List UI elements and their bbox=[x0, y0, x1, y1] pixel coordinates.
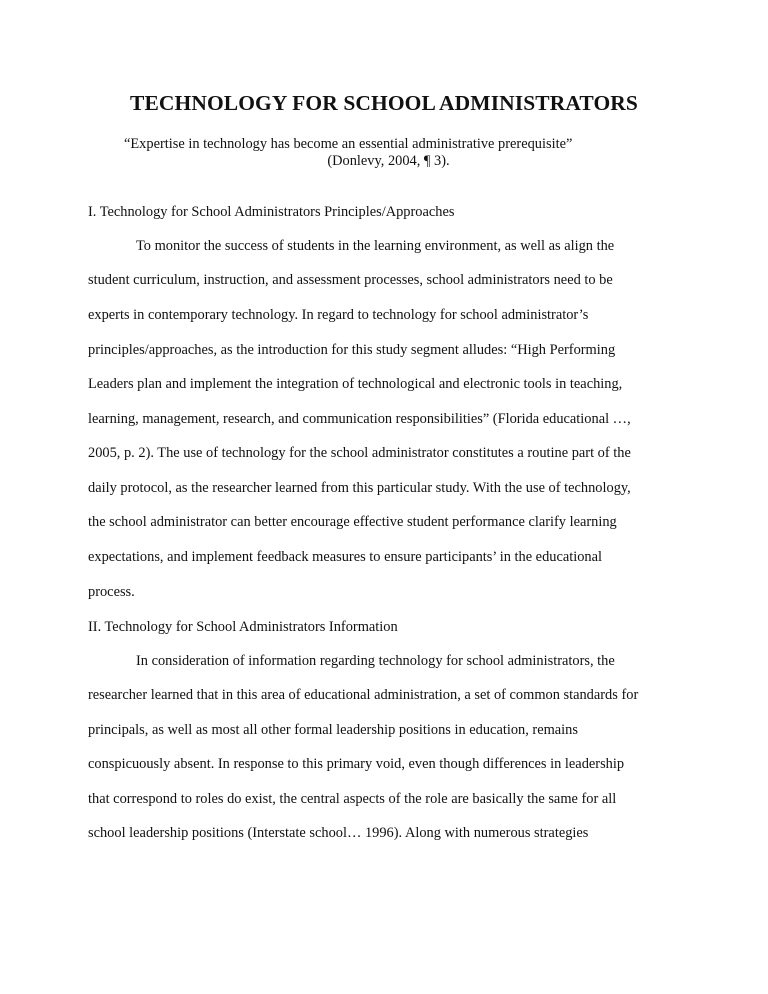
paragraph-line: experts in contemporary technology. In regard to technology for school administrator’s bbox=[88, 307, 589, 323]
paragraph-line: researcher learned that in this area of educational administration, a set of common standards for bbox=[88, 687, 639, 703]
paragraph-line: that correspond to roles do exist, the central aspects of the role are basically the same for all bbox=[88, 791, 617, 807]
paragraph-line: principles/approaches, as the introduction for this study segment alludes: “High Performing bbox=[88, 342, 616, 358]
paragraph-line: Leaders plan and implement the integration of technological and electronic tools in teaching, bbox=[88, 376, 623, 392]
epigraph-citation: (Donlevy, 2004, ¶ 3). bbox=[327, 153, 450, 169]
document-title: TECHNOLOGY FOR SCHOOL ADMINISTRATORS bbox=[130, 91, 638, 115]
paragraph-line: In consideration of information regarding technology for school administrators, the bbox=[136, 653, 615, 669]
paragraph-line: the school administrator can better encourage effective student performance clarify learning bbox=[88, 514, 617, 530]
paragraph-line: 2005, p. 2). The use of technology for the school administrator constitutes a routine part of the bbox=[88, 445, 631, 461]
section-heading-2: II. Technology for School Administrators Information bbox=[88, 619, 398, 635]
epigraph-quote: “Expertise in technology has become an essential administrative prerequisite” bbox=[124, 136, 573, 152]
section-heading-1: I. Technology for School Administrators Principles/Approaches bbox=[88, 204, 455, 220]
paragraph-line: conspicuously absent. In response to this primary void, even though differences in leadership bbox=[88, 756, 625, 772]
paragraph-line: daily protocol, as the researcher learned from this particular study. With the use of technology, bbox=[88, 480, 631, 496]
paragraph-line: To monitor the success of students in the learning environment, as well as align the bbox=[136, 238, 615, 254]
paragraph-line: school leadership positions (Interstate school… 1996). Along with numerous strategies bbox=[88, 825, 589, 841]
paragraph-line: principals, as well as most all other formal leadership positions in education, remains bbox=[88, 722, 578, 738]
paragraph-line: process. bbox=[88, 584, 135, 600]
paragraph-line: learning, management, research, and communication responsibilities” (Florida educational …, bbox=[88, 411, 631, 427]
paragraph-line: student curriculum, instruction, and assessment processes, school administrators need to be bbox=[88, 272, 613, 288]
paragraph-line: expectations, and implement feedback measures to ensure participants’ in the educational bbox=[88, 549, 603, 565]
